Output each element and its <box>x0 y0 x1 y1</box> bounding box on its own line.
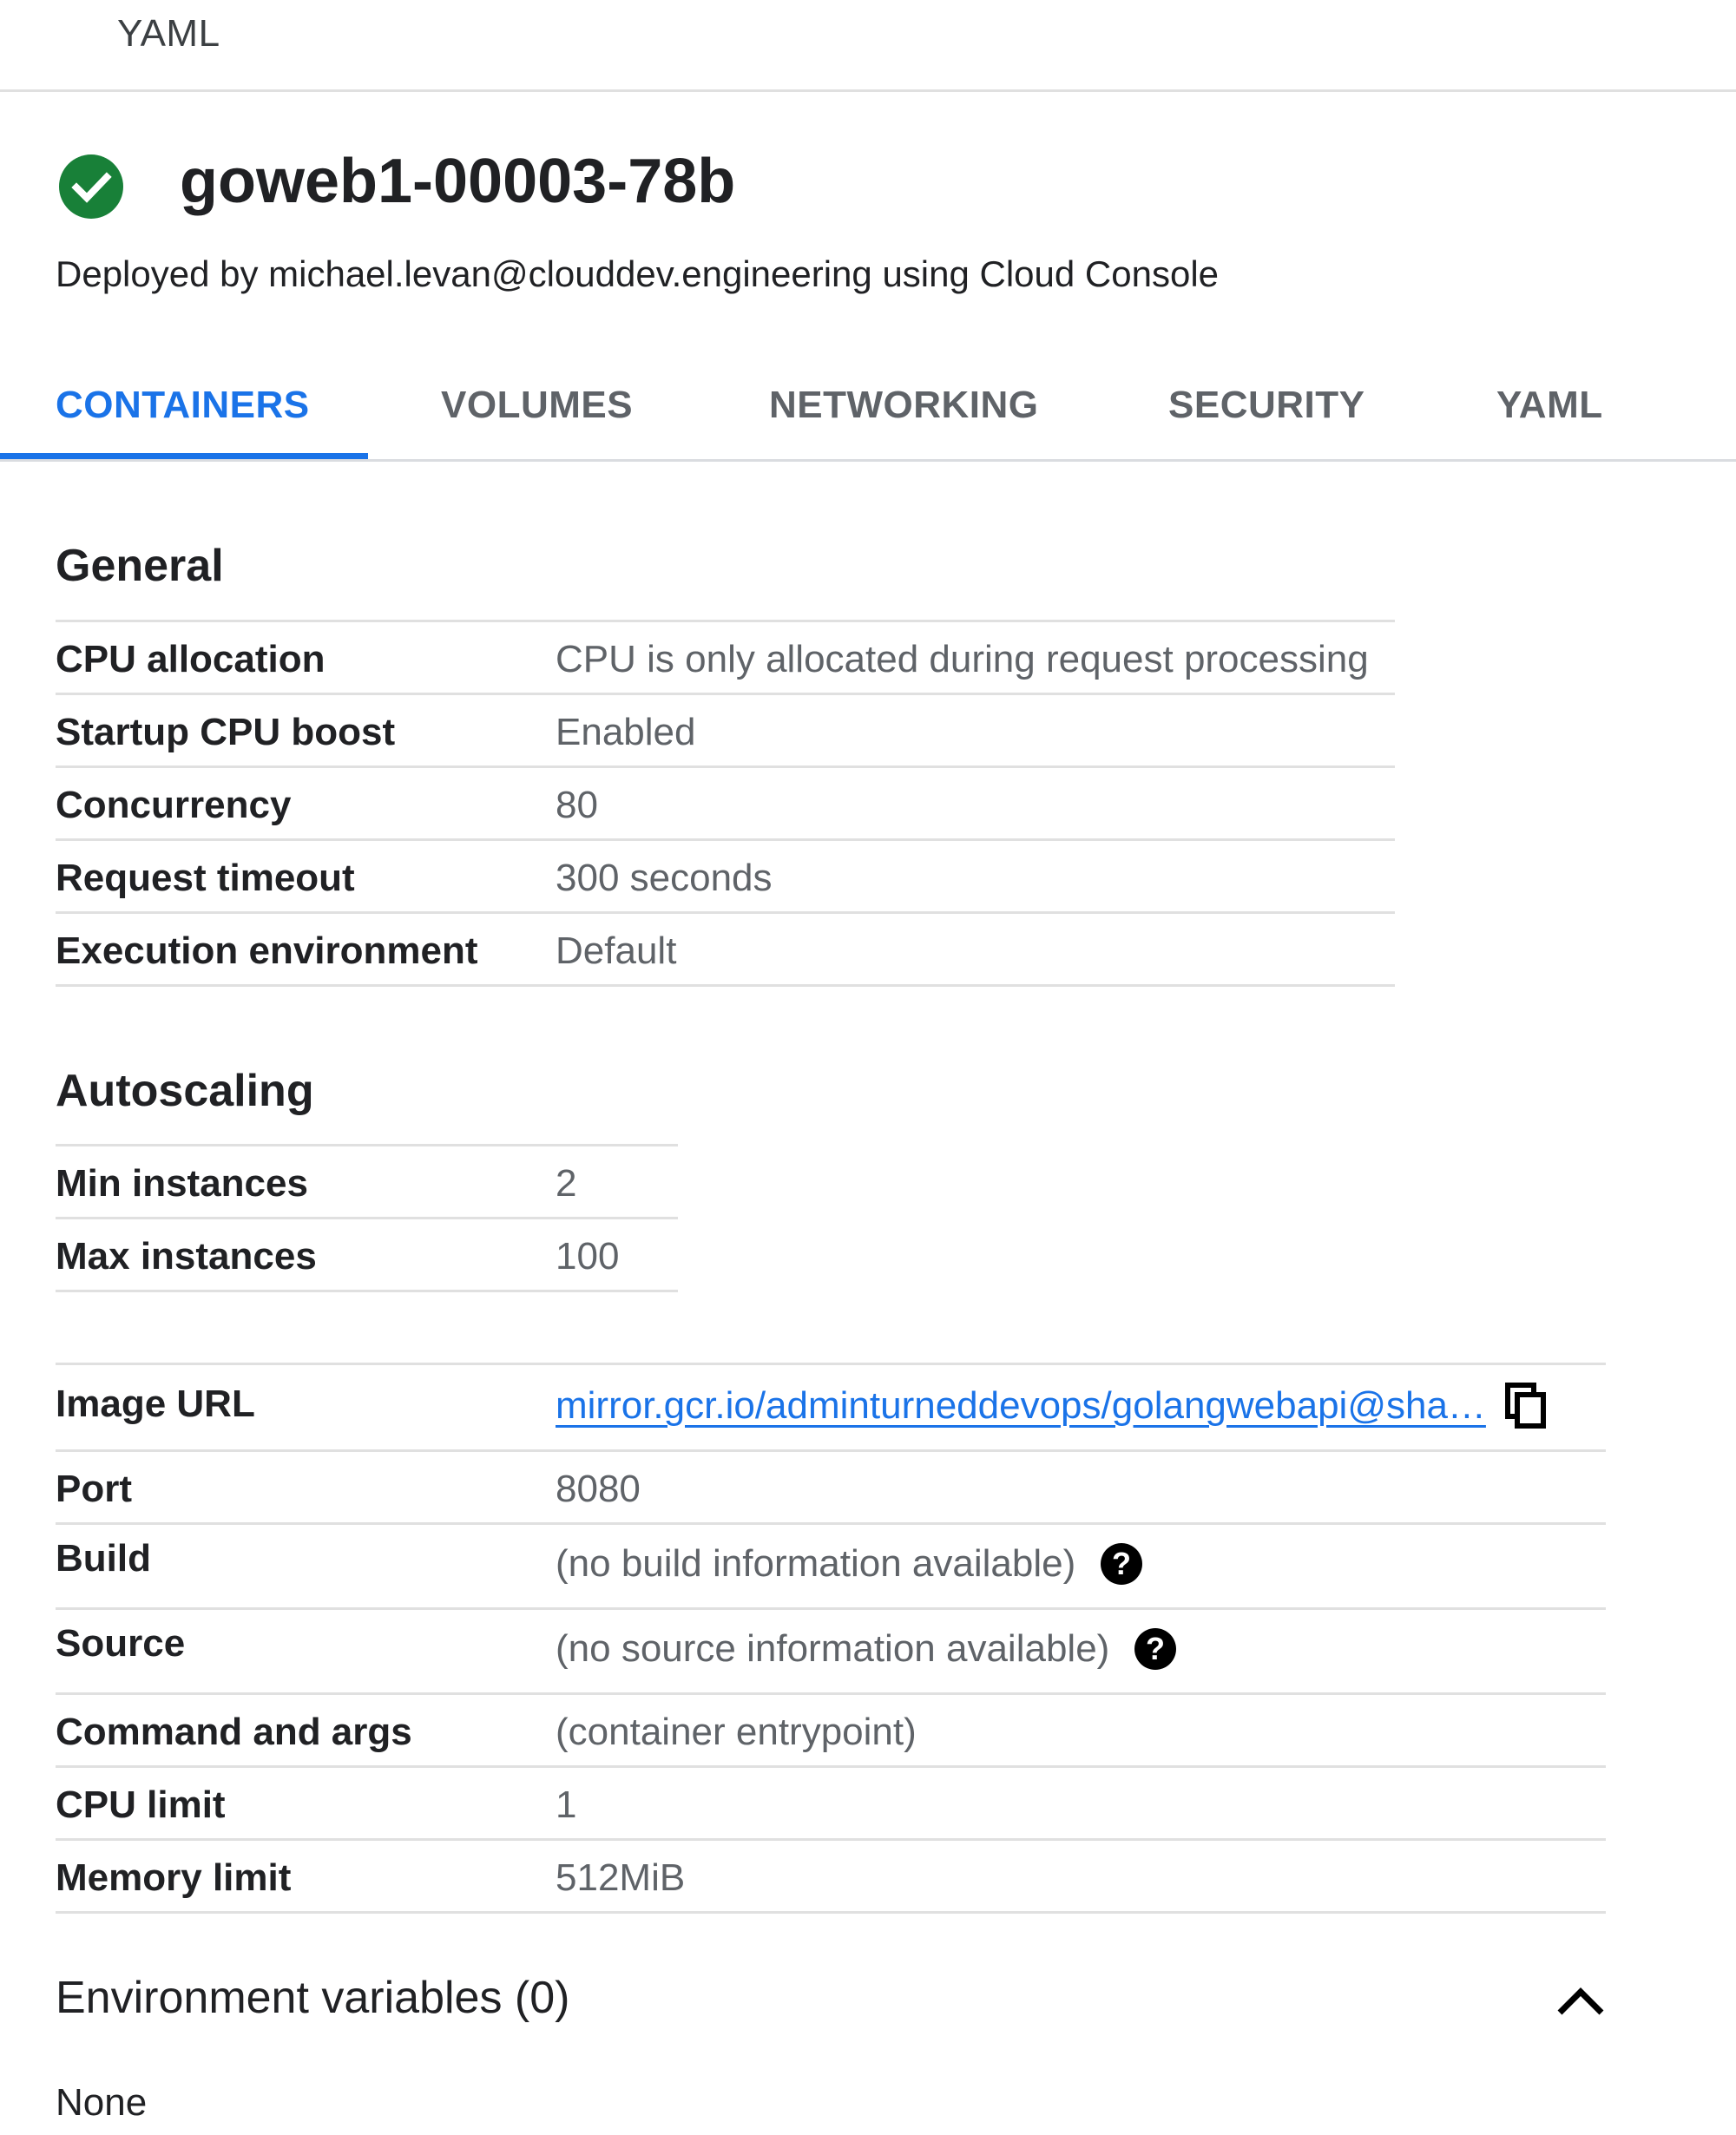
chevron-up-icon[interactable] <box>1555 1983 1606 2018</box>
tab-networking[interactable]: NETWORKING <box>769 384 1039 426</box>
row-label: Min instances <box>56 1162 308 1205</box>
row-value: 300 seconds <box>556 857 773 899</box>
general-table <box>56 620 1395 987</box>
copy-icon[interactable] <box>1505 1383 1549 1429</box>
help-icon[interactable] <box>1134 1627 1177 1671</box>
row-value: Enabled <box>556 711 696 753</box>
image-url-link[interactable]: mirror.gcr.io/adminturneddevops/golangwebapi@sha… <box>556 1384 1486 1427</box>
row-value: 1 <box>556 1784 577 1826</box>
env-vars-section-title[interactable]: Environment variables (0) <box>56 1973 570 2023</box>
row-value: CPU is only allocated during request processing <box>556 638 1369 680</box>
row-label: Build <box>56 1537 151 1580</box>
table-row <box>56 765 1395 838</box>
row-value: 80 <box>556 784 598 826</box>
row-label: Startup CPU boost <box>56 711 396 753</box>
row-label: CPU limit <box>56 1784 226 1826</box>
row-label: Image URL <box>56 1383 255 1425</box>
build-value <box>556 1542 1143 1586</box>
row-value: 2 <box>556 1162 577 1205</box>
env-vars-empty-text: None <box>56 2081 148 2124</box>
tab-containers[interactable]: CONTAINERS <box>56 384 310 426</box>
help-icon[interactable] <box>1100 1542 1143 1586</box>
table-row <box>56 1144 678 1217</box>
row-value: 8080 <box>556 1468 641 1510</box>
source-value <box>556 1627 1177 1671</box>
row-value: 100 <box>556 1235 620 1278</box>
general-section-title: General <box>56 541 224 591</box>
tab-yaml[interactable]: YAML <box>1496 384 1603 426</box>
table-row <box>56 1692 1606 1765</box>
row-value: Default <box>556 930 677 972</box>
table-row <box>56 1607 1606 1692</box>
table-row <box>56 1765 1606 1838</box>
table-row <box>56 693 1395 765</box>
table-row <box>56 1522 1606 1607</box>
tab-volumes[interactable]: VOLUMES <box>441 384 634 426</box>
table-row <box>56 911 1395 987</box>
svg-text:?: ? <box>1112 1546 1132 1581</box>
deployed-by-text: Deployed by michael.levan@clouddev.engineering using Cloud Console <box>56 253 1220 294</box>
row-label: Source <box>56 1622 186 1665</box>
table-row <box>56 1217 678 1292</box>
row-label: Max instances <box>56 1235 317 1278</box>
table-row <box>56 1363 1606 1449</box>
active-tab-indicator <box>0 453 368 459</box>
row-label: Request timeout <box>56 857 355 899</box>
top-tab-yaml[interactable]: YAML <box>117 12 220 55</box>
row-label: Concurrency <box>56 784 292 826</box>
row-label: Command and args <box>56 1711 412 1753</box>
check-circle-icon <box>59 154 123 219</box>
row-value: (no source information available) <box>556 1627 1110 1670</box>
row-label: Execution environment <box>56 930 478 972</box>
svg-text:?: ? <box>1146 1631 1166 1666</box>
image-url-value <box>556 1383 1549 1429</box>
table-row <box>56 1449 1606 1522</box>
table-row <box>56 1838 1606 1914</box>
container-table <box>56 1363 1606 1914</box>
autoscaling-section-title: Autoscaling <box>56 1066 314 1116</box>
row-label: Memory limit <box>56 1856 292 1899</box>
autoscaling-table <box>56 1144 678 1292</box>
row-label: Port <box>56 1468 132 1510</box>
row-label: CPU allocation <box>56 638 326 680</box>
row-value: (no build information available) <box>556 1542 1076 1585</box>
tab-security[interactable]: SECURITY <box>1168 384 1365 426</box>
page-title: goweb1-00003-78b <box>180 147 736 216</box>
table-row <box>56 620 1395 693</box>
row-value: 512MiB <box>556 1856 686 1899</box>
table-row <box>56 838 1395 911</box>
top-bar <box>0 0 1736 92</box>
tab-bar <box>0 373 1736 462</box>
row-value: (container entrypoint) <box>556 1711 917 1753</box>
